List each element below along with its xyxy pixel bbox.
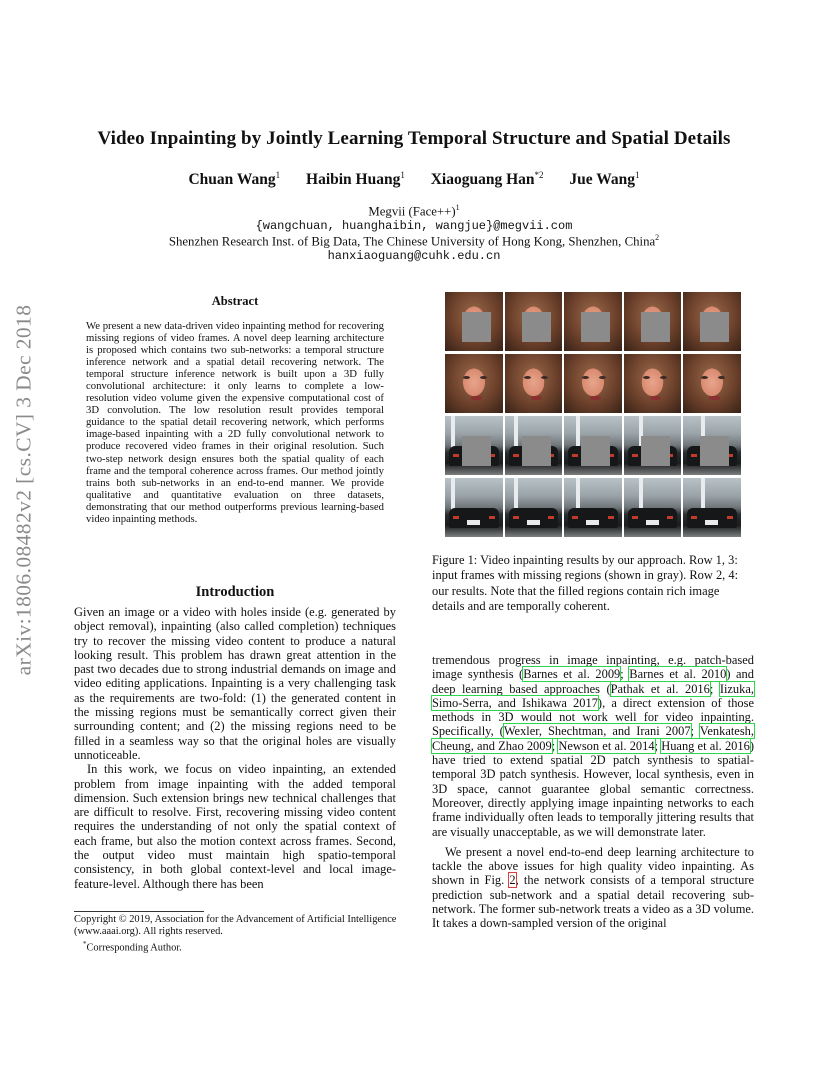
missing-region-mask <box>522 436 551 466</box>
car-scene-part <box>453 454 459 457</box>
face-feature <box>718 376 725 379</box>
car-video-frame <box>683 478 741 537</box>
text-run: ) have tried to extend spatial 2D patch synthesis to spatial-temporal 3D patch synthesis. However, local synthesis, even in 3D space, cannot guarantee global semantic correctness. Moreover, directly applying image inpainting networks to each frame individually often leads to temporally jittering results that are visually unacceptable, as we will demonstrate later. <box>432 738 754 839</box>
car-scene-part <box>632 454 638 457</box>
car-scene-part <box>691 516 697 519</box>
face-feature <box>599 376 606 379</box>
face-video-frame <box>445 354 503 413</box>
face-feature <box>650 396 661 400</box>
author-name: Jue Wang <box>569 171 636 189</box>
car-scene-part <box>467 520 480 525</box>
face-video-frame <box>683 354 741 413</box>
copyright-notice: Copyright © 2019, Association for the Advancement of Artificial Intelligence (www.aaai.org). All rights reserved. <box>74 914 397 938</box>
face-feature <box>524 376 531 379</box>
car-video-frame <box>683 416 741 475</box>
intro-paragraph-1: Given an image or a video with holes inside (e.g. generated by object removal), inpainting (also called completion) techniques try to recover the missing video content to produce a natural looking result. This problem has drawn great attention in the past two decades due to strong industrial demands on image and video editing applications. Inpainting is a very challenging task as the requirements are two-fold: (1) the generated content in the missing regions must be semantically correct given their surrounding content; and (2) the missing regions need to be filled in a seamless way so that the original holes are visually unnoticeable. <box>74 605 396 762</box>
car-scene-part <box>632 516 638 519</box>
arxiv-identifier: arXiv:1806.08482v2 [cs.CV] 3 Dec 2018 <box>11 304 36 676</box>
affiliation-2 <box>0 233 828 249</box>
author-mark: 1 <box>400 170 405 180</box>
affiliation-1-emails[interactable]: {wangchuan, huanghaibin, wangjue}@megvii.com <box>255 219 573 233</box>
paper-title: Video Inpainting by Jointly Learning Temporal Structure and Spatial Details <box>97 128 731 149</box>
affiliation-2-name: Shenzhen Research Inst. of Big Data, The Chinese University of Hong Kong, Shenzhen, China <box>168 234 656 249</box>
face-feature <box>643 376 650 379</box>
intro-paragraph-2: In this work, we focus on video inpainting, an extended problem from image inpainting with the added temporal dimension. Such extension brings new technical challenges that are difficult to resolve. First, recovering missing video content requires the understanding of not only the spatial context of each frame, but also the motion context across frames. Second, the output video must maintain high spatio-temporal consistency, in both global context-level and local image-feature-level. Although there has been <box>74 762 396 891</box>
car-scene-part <box>705 520 718 525</box>
face-video-frame <box>505 292 563 351</box>
footnote-mark: * <box>83 940 87 949</box>
author <box>306 170 405 189</box>
car-scene-part <box>548 516 554 519</box>
figure-1-image-grid <box>445 292 741 538</box>
author-name: Chuan Wang <box>188 171 276 189</box>
author <box>431 170 544 189</box>
face-video-frame <box>445 292 503 351</box>
author-mark: 1 <box>635 170 640 180</box>
car-scene-part <box>646 520 659 525</box>
face-feature <box>709 396 720 400</box>
face-feature <box>582 376 589 379</box>
text-run: We present a novel end-to-end deep learning architecture to tackle the above issues for high quality video inpainting. As shown in Fig. <box>432 844 754 888</box>
car-scene-part <box>608 516 614 519</box>
face-feature <box>541 376 548 379</box>
missing-region-mask <box>581 436 610 466</box>
figure-reference-link[interactable]: 2 <box>509 873 516 888</box>
text-run: , the network consists of a temporal structure prediction sub-network and a spatial detail recovering sub-network. The former sub-network treats a video as a 3D volume. It takes a down-sampled version of the original <box>432 873 754 931</box>
car-scene-part <box>513 516 519 519</box>
car-scene-part <box>453 516 459 519</box>
corresponding-author-note <box>74 938 404 955</box>
author-list <box>0 170 828 189</box>
figure-1-caption: Figure 1: Video inpainting results by our approach. Row 1, 3: input frames with missing regions (shown in gray). Row 2, 4: our results. Note that the filled regions contain rich image details and are temporally coherent. <box>432 553 739 613</box>
car-scene-part <box>527 520 540 525</box>
author-mark: *2 <box>534 170 544 180</box>
left-column-text <box>74 605 396 891</box>
car-video-frame <box>624 416 682 475</box>
figure-row <box>445 354 741 413</box>
arxiv-sidebar <box>2 290 46 690</box>
author-mark: 1 <box>275 170 281 180</box>
missing-region-mask <box>462 436 491 466</box>
figure-row <box>445 478 741 537</box>
car-video-frame <box>505 416 563 475</box>
figure-row <box>445 416 741 475</box>
car-video-frame <box>564 416 622 475</box>
author-name: Haibin Huang <box>306 171 401 189</box>
car-scene-part <box>727 516 733 519</box>
citation-link[interactable]: Newson et al. 2014 <box>558 738 655 753</box>
car-video-frame <box>564 478 622 537</box>
missing-region-mask <box>700 436 729 466</box>
affiliation-1 <box>0 203 828 219</box>
car-video-frame <box>505 478 563 537</box>
face-feature <box>531 396 542 400</box>
face-video-frame <box>564 292 622 351</box>
text-run: ; <box>654 738 662 753</box>
missing-region-mask <box>581 312 610 342</box>
face-feature <box>471 396 482 400</box>
face-feature <box>701 376 708 379</box>
face-feature <box>660 376 667 379</box>
citation-link[interactable]: Barnes et al. 2010 <box>629 667 727 682</box>
author-name: Xiaoguang Han <box>430 171 535 189</box>
footnote-divider <box>74 911 204 912</box>
missing-region-mask <box>641 312 670 342</box>
abstract-text: We present a new data-driven video inpainting method for recovering missing regions of video frames. A novel deep learning architecture is proposed which contains two sub-networks: a temporal structure inference network and a spatial detail recovering network. The temporal structure inference network is built upon a 3D fully convolutional architecture: it only learns to complete a low-resolution video volume given the expensive computational cost of 3D convolution. The low resolution result provides temporal guidance to the spatial detail recovering network, which performs image-based inpainting with a 2D fully convolutional network to produce recovered video frames in their original resolution. Such two-step network design ensures both the spatial quality of each frame and the temporal coherence across frames. Our method jointly trains both sub-networks in an end-to-end manner. We provide qualitative and quantitative evaluation on three datasets, demonstrating that our method outperforms previous learning-based video inpainting methods. <box>86 320 384 525</box>
missing-region-mask <box>462 312 491 342</box>
face-video-frame <box>624 354 682 413</box>
citation-link[interactable]: Venkatesh, Cheung, and Zhao 2009 <box>432 724 754 753</box>
face-video-frame <box>624 292 682 351</box>
text-run: tremendous progress in image inpainting, e.g. patch-based image synthesis ( <box>432 653 754 682</box>
car-scene-part <box>513 454 519 457</box>
text-run: ), a direct extension of those methods in 3D would not work well for video inpainting. Specifically, ( <box>432 695 754 739</box>
missing-region-mask <box>522 312 551 342</box>
citation-link[interactable]: Pathak et al. 2016 <box>610 681 710 696</box>
affiliation-2-mark: 2 <box>655 233 660 242</box>
text-run: ; <box>709 681 720 696</box>
car-scene-part <box>572 454 578 457</box>
text-run: ) and deep learning based approaches ( <box>432 667 754 696</box>
car-scene-part <box>667 516 673 519</box>
car-scene-part <box>691 454 697 457</box>
missing-region-mask <box>700 312 729 342</box>
introduction-heading: Introduction <box>195 584 275 600</box>
car-scene-part <box>489 516 495 519</box>
text-run: ; <box>620 667 630 682</box>
citation-link[interactable]: Huang et al. 2016 <box>661 738 750 753</box>
abstract-heading: Abstract <box>211 294 259 308</box>
citation-link[interactable]: Wexler, Shechtman, and Irani 2007 <box>503 724 691 739</box>
face-feature <box>463 376 470 379</box>
face-feature <box>590 396 601 400</box>
text-run: ; <box>690 724 700 739</box>
author <box>188 170 280 189</box>
intro-paragraph-3 <box>432 653 754 839</box>
car-video-frame <box>445 416 503 475</box>
figure-row <box>445 292 741 351</box>
car-video-frame <box>445 478 503 537</box>
intro-paragraph-4 <box>432 845 754 931</box>
affiliation-1-mark: 1 <box>455 203 460 212</box>
right-column-text <box>432 653 754 931</box>
car-scene-part <box>572 516 578 519</box>
author <box>569 170 639 189</box>
citation-link[interactable]: Iizuka, Simo-Serra, and Ishikawa 2017 <box>432 681 754 710</box>
footnote-text: Corresponding Author. <box>86 942 182 954</box>
car-scene-part <box>586 520 599 525</box>
citation-link[interactable]: Barnes et al. 2009 <box>523 667 621 682</box>
car-video-frame <box>624 478 682 537</box>
face-video-frame <box>564 354 622 413</box>
missing-region-mask <box>641 436 670 466</box>
face-video-frame <box>505 354 563 413</box>
face-video-frame <box>683 292 741 351</box>
face-feature <box>480 376 487 379</box>
affiliation-1-name: Megvii (Face++) <box>368 204 456 219</box>
affiliation-2-email[interactable]: hanxiaoguang@cuhk.edu.cn <box>327 249 501 263</box>
footnotes <box>74 914 404 955</box>
text-run: ; <box>551 738 559 753</box>
